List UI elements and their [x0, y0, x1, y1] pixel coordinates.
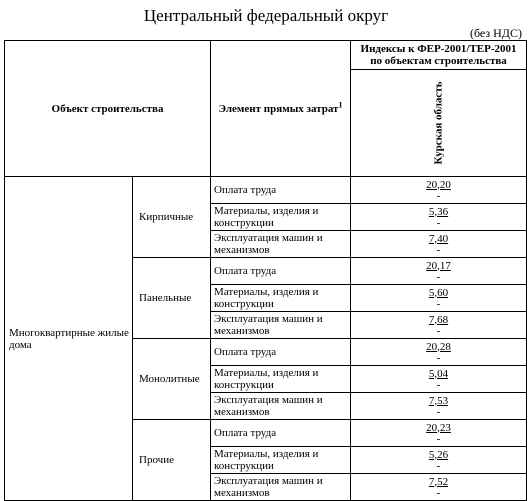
index-value: 5,04 [428, 367, 449, 380]
element-cell: Материалы, изделия и конструкции [211, 366, 351, 393]
vat-note: (без НДС) [469, 26, 522, 40]
index-value: 5,36 [428, 205, 449, 218]
group-name-cell: Панельные [133, 258, 211, 339]
index-dash: - [436, 324, 441, 337]
index-dash: - [436, 486, 441, 499]
index-dash: - [436, 459, 441, 472]
index-dash: - [436, 297, 441, 310]
element-cell: Эксплуатация машин и механизмов [211, 231, 351, 258]
header-element-footnote: 1 [338, 99, 343, 109]
index-dash: - [436, 405, 441, 418]
index-dash: - [436, 216, 441, 229]
index-value-cell [351, 339, 527, 366]
element-cell: Оплата труда [211, 339, 351, 366]
index-value-cell [351, 285, 527, 312]
index-value-cell [351, 231, 527, 258]
element-cell: Эксплуатация машин и механизмов [211, 312, 351, 339]
index-value: 20,20 [426, 178, 451, 191]
group-name-cell: Прочие [133, 420, 211, 501]
index-value: 7,68 [428, 313, 449, 326]
index-value-cell [351, 258, 527, 285]
index-value: 7,52 [428, 475, 449, 488]
index-value-cell [351, 447, 527, 474]
element-cell: Эксплуатация машин и механизмов [211, 474, 351, 501]
element-cell: Оплата труда [211, 177, 351, 204]
element-cell: Эксплуатация машин и механизмов [211, 393, 351, 420]
index-value-cell [351, 204, 527, 231]
element-cell: Материалы, изделия и конструкции [211, 447, 351, 474]
index-value: 20,23 [426, 421, 451, 434]
object-name-cell: Многоквартирные жилые дома [5, 177, 133, 501]
index-dash: - [436, 378, 441, 391]
header-element [211, 41, 351, 177]
index-value: 20,28 [426, 340, 451, 353]
index-value: 5,60 [428, 286, 449, 299]
header-region-label: Курская область [432, 81, 445, 165]
header-element-label: Элемент прямых затрат [218, 102, 339, 115]
page-title: Центральный федеральный округ [143, 6, 389, 25]
table-body [5, 177, 527, 501]
index-value-cell [351, 393, 527, 420]
header-region [351, 70, 527, 177]
index-value-cell [351, 366, 527, 393]
index-dash: - [436, 351, 441, 364]
element-cell: Оплата труда [211, 420, 351, 447]
index-dash: - [436, 270, 441, 283]
index-value: 20,17 [426, 259, 451, 272]
index-value-cell [351, 177, 527, 204]
header-object: Объект строительства [5, 41, 211, 177]
index-dash: - [436, 243, 441, 256]
index-value: 7,40 [428, 232, 449, 245]
index-dash: - [436, 432, 441, 445]
indices-table [4, 40, 527, 501]
element-cell: Материалы, изделия и конструкции [211, 285, 351, 312]
header-indices: Индексы к ФЕР-2001/ТЕР-2001 по объектам строительства [351, 41, 527, 70]
element-cell: Оплата труда [211, 258, 351, 285]
element-cell: Материалы, изделия и конструкции [211, 204, 351, 231]
index-value: 7,53 [428, 394, 449, 407]
group-name-cell: Кирпичные [133, 177, 211, 258]
index-dash: - [436, 189, 441, 202]
index-value-cell [351, 420, 527, 447]
table-row [5, 177, 527, 204]
index-value: 5,26 [428, 448, 449, 461]
index-value-cell [351, 474, 527, 501]
index-value-cell [351, 312, 527, 339]
group-name-cell: Монолитные [133, 339, 211, 420]
